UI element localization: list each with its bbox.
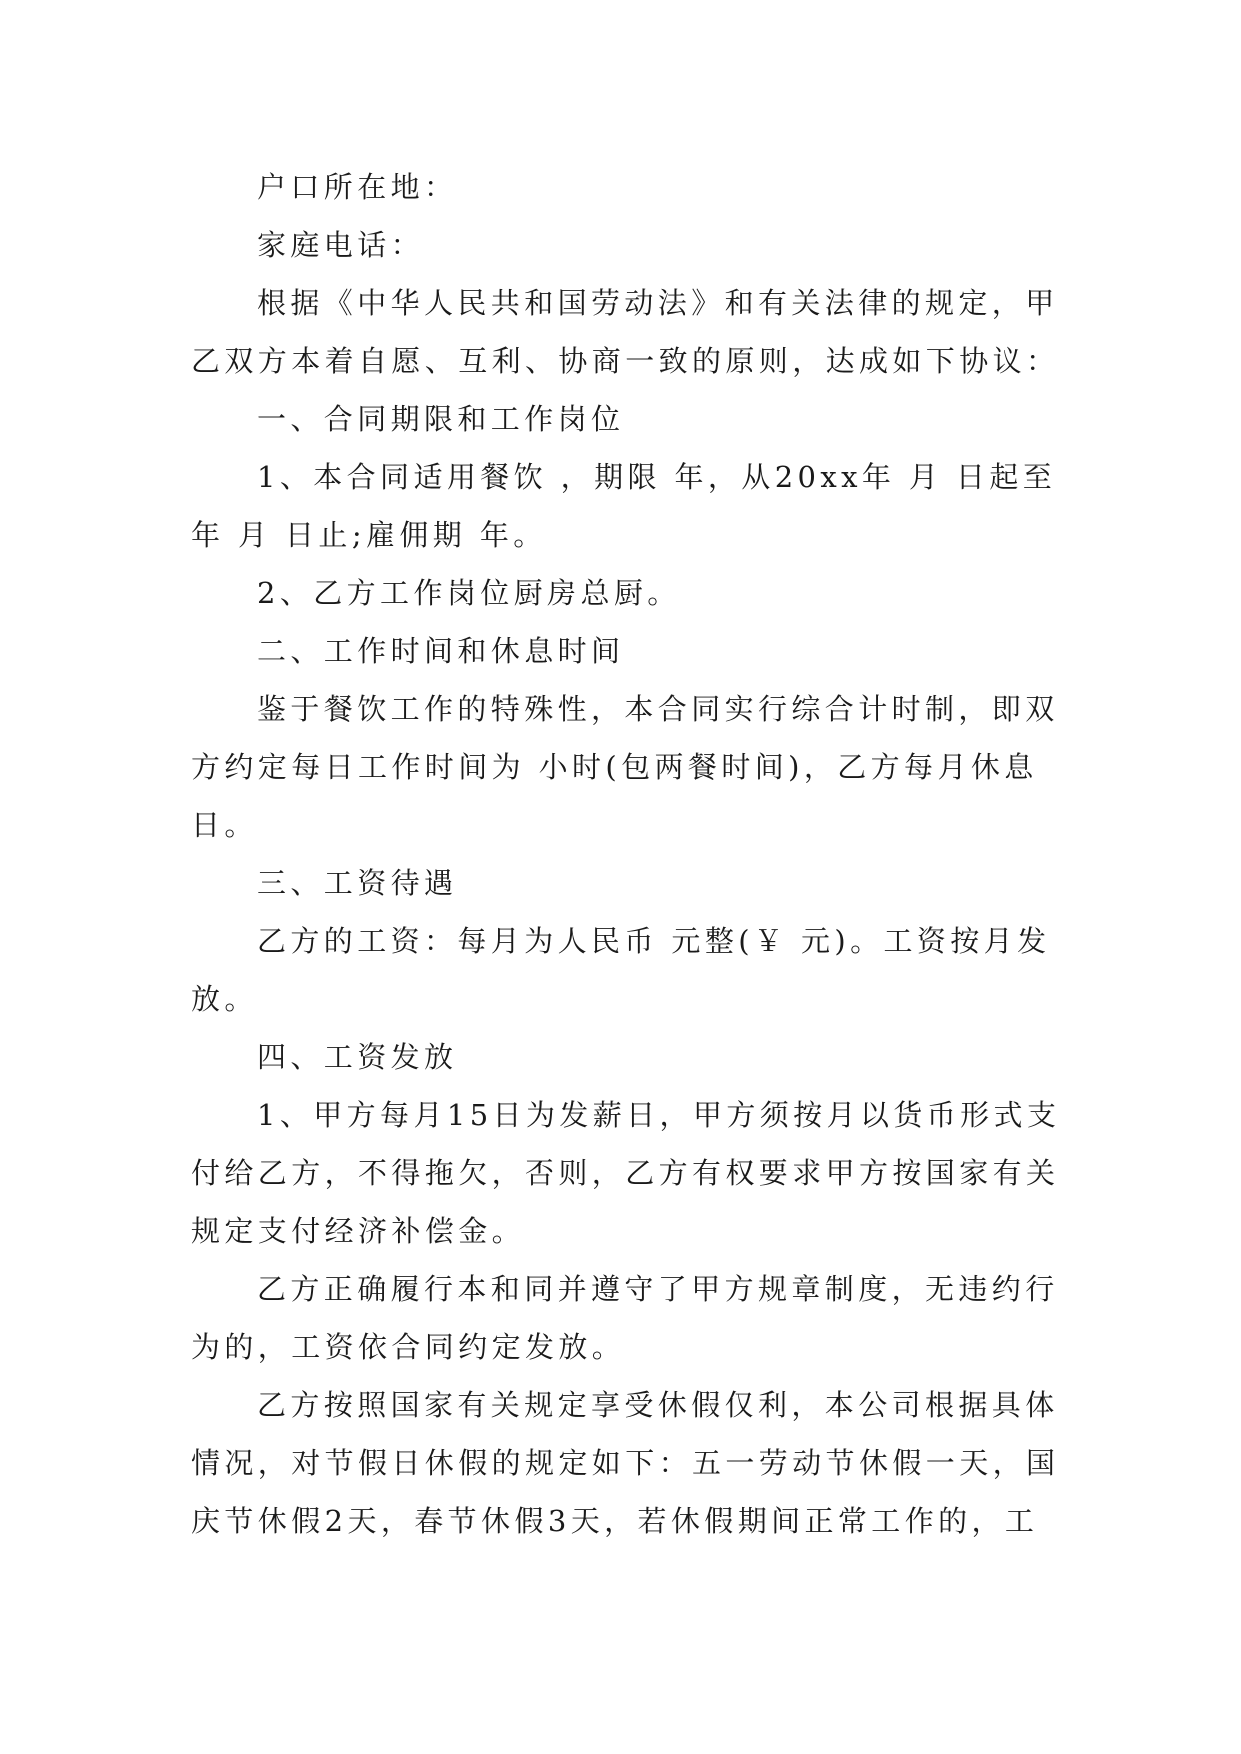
home-phone-line: 家庭电话： (257, 228, 425, 262)
clause-2: 鉴于餐饮工作的特殊性，本合同实行综合计时制，即双方约定每日工作时间为 小时(包两餐时间)，乙方每月休息日。 (191, 692, 1059, 842)
section-heading-2: 二、工作时间和休息时间 (257, 634, 625, 668)
clause-3: 乙方的工资：每月为人民币 元整(￥ 元)。工资按月发放。 (191, 924, 1051, 1016)
clause-1-1: 1、本合同适用餐饮 ，期限 年，从20xx年 月 日起至年 月 日止;雇佣期 年。 (191, 460, 1057, 552)
section-heading-3: 三、工资待遇 (257, 866, 458, 900)
section-heading-1: 一、合同期限和工作岗位 (257, 402, 625, 436)
preamble-paragraph: 根据《中华人民共和国劳动法》和有关法律的规定，甲乙双方本着自愿、互利、协商一致的原则，达成如下协议： (191, 286, 1060, 378)
clause-4-3: 乙方按照国家有关规定享受休假仅利，本公司根据具体情况，对节假日休假的规定如下：五一劳动节休假一天，国庆节休假2天，春节休假3天，若休假期间正常工作的，工 (191, 1388, 1060, 1538)
clause-4-1: 1、甲方每月15日为发薪日，甲方须按月以货币形式支付给乙方，不得拖欠，否则，乙方有权要求甲方按国家有关规定支付经济补偿金。 (191, 1098, 1061, 1248)
document-body (191, 158, 1061, 1550)
clause-1-2: 2、乙方工作岗位厨房总厨。 (257, 576, 681, 610)
section-heading-4: 四、工资发放 (257, 1040, 458, 1074)
household-registration-line: 户口所在地： (257, 170, 458, 204)
clause-4-2: 乙方正确履行本和同并遵守了甲方规章制度，无违约行为的，工资依合同约定发放。 (191, 1272, 1059, 1364)
